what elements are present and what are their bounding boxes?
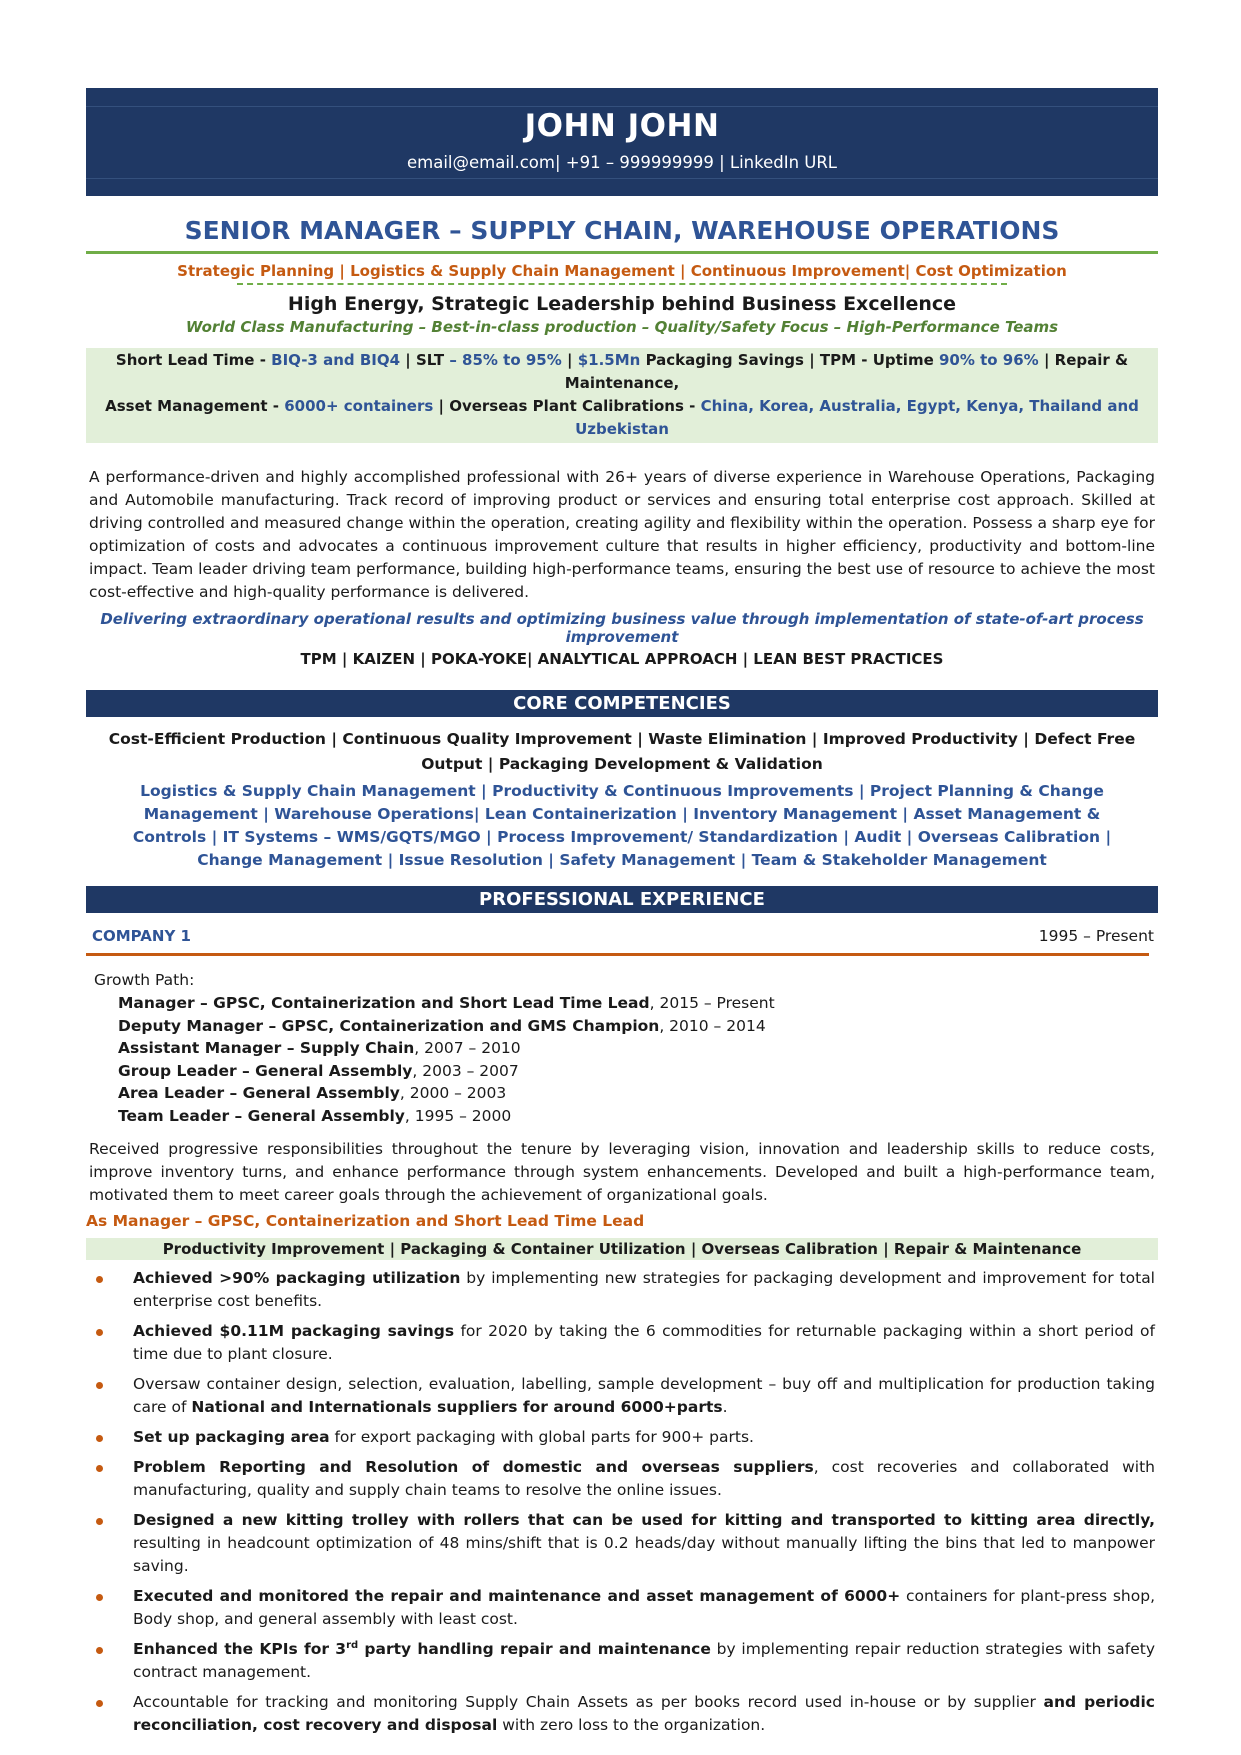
metric-text: | Repair & Maintenance,: [564, 351, 1129, 392]
bullet-icon: [96, 1276, 103, 1283]
bullet-highlight: and periodic reconciliation, cost recovery and disposal: [133, 1693, 1155, 1734]
bullet-text: containers for plant-press shop, Body shop, and general assembly with least cost.: [133, 1587, 1155, 1628]
bullet-icon: [96, 1594, 103, 1601]
resume-page: [86, 88, 1158, 1744]
role-period: , 2007 – 2010: [414, 1039, 521, 1057]
metrics-line-2: [86, 395, 1158, 441]
company-dates: 1995 – Present: [1038, 927, 1154, 945]
metric-text: | Overseas Plant Calibrations -: [433, 397, 701, 415]
key-skills-line: Strategic Planning | Logistics & Supply Chain Management | Continuous Improvement| Cost Optimization: [177, 262, 1067, 280]
ordinal-suffix: rd: [346, 1639, 359, 1651]
bullet-text: Oversaw container design, selection, evaluation, labelling, sample development – buy off and multiplication for production taking care of: [133, 1375, 1155, 1416]
bullet-icon: [96, 1518, 103, 1525]
value-statement: Delivering extraordinary operational results and optimizing business value through implementation of state-of-art process improvement: [100, 610, 1144, 646]
role-title: Area Leader – General Assembly: [118, 1084, 400, 1102]
company-divider: [86, 953, 1149, 956]
list-item: [86, 1426, 1158, 1449]
bullet-highlight: Designed a new kitting trolley with rollers that can be used for kitting and transported to kitting area directly,: [133, 1511, 1155, 1529]
role-subheading: As Manager – GPSC, Containerization and Short Lead Time Lead: [86, 1212, 645, 1230]
list-item: [86, 1691, 1158, 1737]
bullet-text: , cost recoveries and collaborated with manufacturing, quality and supply chain teams to resolve the online issues.: [133, 1458, 1155, 1499]
dashed-divider: [237, 283, 1007, 285]
metric-value: 90% to 96%: [938, 351, 1039, 369]
metrics-line-1: [86, 349, 1158, 395]
tagline: High Energy, Strategic Leadership behind Business Excellence: [287, 293, 957, 315]
company-name: COMPANY 1: [92, 927, 191, 945]
role-title: Group Leader – General Assembly: [118, 1061, 413, 1080]
growth-path: [86, 971, 1158, 1127]
core-competencies-primary: Cost-Efficient Production | Continuous Quality Improvement | Waste Elimination | Improved Productivity | Defect Free Output | Packaging Development & Validation: [108, 730, 1136, 773]
metric-text: Asset Management -: [105, 397, 285, 415]
role-title: Manager – GPSC, Containerization and Short Lead Time Lead: [118, 994, 650, 1012]
bullet-text: Accountable for tracking and monitoring Supply Chain Assets as per books record used in-house or by supplier: [133, 1693, 1044, 1711]
metric-value: China, Korea, Australia, Egypt, Kenya, Thailand and Uzbekistan: [575, 397, 1139, 438]
list-item: [86, 1267, 1158, 1313]
growth-path-list: [86, 992, 1158, 1127]
role-title: Team Leader – General Assembly: [118, 1106, 405, 1125]
bullet-highlight: National and Internationals suppliers for around 6000+parts: [191, 1398, 723, 1416]
sub-tagline: World Class Manufacturing – Best-in-class production – Quality/Safety Focus – High-Performance Teams: [185, 318, 1059, 336]
role-period: , 1995 – 2000: [404, 1106, 512, 1125]
candidate-name: JOHN JOHN: [524, 108, 720, 144]
contact-info: email@email.com| +91 – 999999999 | LinkedIn URL: [406, 153, 837, 172]
bullet-highlight: Executed and monitored the repair and maintenance and asset management of 6000+: [133, 1587, 901, 1605]
key-metrics-banner: [86, 348, 1158, 443]
bullet-highlight: Achieved $0.11M packaging savings: [133, 1322, 455, 1340]
focus-areas-banner: Productivity Improvement | Packaging & Container Utilization | Overseas Calibration | Repair & Maintenance: [86, 1238, 1158, 1260]
bullet-text: with zero loss to the organization.: [497, 1716, 766, 1734]
job-headline: SENIOR MANAGER – SUPPLY CHAIN, WAREHOUSE OPERATIONS: [184, 216, 1060, 245]
list-item: [86, 1509, 1158, 1578]
bullet-icon: [96, 1647, 103, 1654]
professional-summary: A performance-driven and highly accomplished professional with 26+ years of diverse experience in Warehouse Operations, Packaging and Automobile manufacturing. Track record of improving product or services and ensuring total enterprise cost approach. Skilled at driving controlled and measured change within the operation, creating agility and flexibility within the operation. Possess a sharp eye for optimization of costs and advocates a continuous improvement culture that results in higher efficiency, productivity and bottom-line impact. Team leader driving team performance, building high-performance teams, ensuring the best use of resource to achieve the most cost-effective and high-quality performance is delivered.: [89, 468, 1155, 601]
bullet-text: by implementing repair reduction strategies with safety contract management.: [133, 1640, 1155, 1681]
bullet-text: for 2020 by taking the 6 commodities for returnable packaging within a short period of time due to plant closure.: [133, 1322, 1155, 1363]
role-title: Assistant Manager – Supply Chain: [118, 1039, 415, 1057]
professional-experience-heading: PROFESSIONAL EXPERIENCE: [86, 886, 1158, 913]
metric-text: | SLT: [400, 351, 450, 369]
core-competencies-secondary: Logistics & Supply Chain Management | Productivity & Continuous Improvements | Project Planning & Change Management | Warehouse Operations| Lean Containerization | Inventory Management | Asset Management & Controls | IT Systems – WMS/GQTS/MGO | Process Improvement/ Standardization | Audit | Overseas Calibration | Change Management | Issue Resolution | Safety Management | Team & Stakeholder Management: [132, 782, 1112, 869]
resume-header: [86, 88, 1158, 196]
bullet-highlight: Achieved >90% packaging utilization: [133, 1269, 461, 1287]
list-item: [86, 1373, 1158, 1419]
bullet-highlight: Set up packaging area: [133, 1428, 330, 1446]
list-item: [118, 1105, 1158, 1128]
achievements-list: [86, 1267, 1158, 1737]
headline-divider: [86, 251, 1158, 254]
metric-text: |: [561, 351, 578, 369]
bullet-icon: [96, 1382, 103, 1389]
bullet-icon: [96, 1329, 103, 1336]
bullet-highlight: party handling repair and maintenance: [358, 1640, 711, 1658]
list-item: [86, 1585, 1158, 1631]
header-rule-bottom: [86, 178, 1158, 179]
bullet-text: by implementing new strategies for packaging development and improvement for total enterprise cost benefits.: [133, 1269, 1155, 1310]
methodologies-line: TPM | KAIZEN | POKA-YOKE| ANALYTICAL APPROACH | LEAN BEST PRACTICES: [300, 650, 944, 668]
list-item: [86, 1638, 1158, 1684]
metric-value: $1.5Mn: [577, 351, 641, 369]
list-item: [118, 1015, 1158, 1038]
growth-path-label: Growth Path:: [94, 971, 195, 989]
metric-value: BIQ-3 and BIQ4: [271, 351, 401, 369]
role-title: Deputy Manager – GPSC, Containerization and GMS Champion: [118, 1016, 660, 1035]
metric-text: Packaging Savings | TPM - Uptime: [640, 351, 939, 369]
bullet-icon: [96, 1435, 103, 1442]
role-period: , 2010 – 2014: [659, 1016, 766, 1035]
list-item: [118, 992, 1158, 1015]
bullet-highlight: Problem Reporting and Resolution of domestic and overseas suppliers: [133, 1458, 814, 1476]
list-item: [86, 1456, 1158, 1502]
company-row: [86, 927, 1158, 951]
list-item: [118, 1060, 1158, 1083]
role-period: , 2003 – 2007: [412, 1061, 519, 1080]
bullet-icon: [96, 1465, 103, 1472]
metric-text: Short Lead Time -: [115, 351, 272, 369]
bullet-text: resulting in headcount optimization of 48 mins/shift that is 0.2 heads/day without manually lifting the bins that led to manpower saving.: [133, 1534, 1155, 1575]
career-progression-summary: Received progressive responsibilities throughout the tenure by leveraging vision, innovation and leadership skills to reduce costs, improve inventory turns, and enhance performance through system enhancements. Developed and built a high-performance team, motivated them to meet career goals through the achievement of organizational goals.: [89, 1140, 1155, 1204]
list-item: [118, 1082, 1158, 1105]
list-item: [86, 1320, 1158, 1366]
header-rule-top: [86, 106, 1158, 107]
bullet-text: .: [722, 1398, 728, 1416]
core-competencies-heading: CORE COMPETENCIES: [86, 690, 1158, 717]
metric-value: 6000+ containers: [284, 397, 434, 415]
bullet-icon: [96, 1700, 103, 1707]
bullet-text: for export packaging with global parts for 900+ parts.: [329, 1428, 754, 1446]
role-period: , 2000 – 2003: [399, 1084, 507, 1102]
list-item: [118, 1037, 1158, 1060]
bullet-highlight: Enhanced the KPIs for 3: [133, 1640, 347, 1658]
role-period: , 2015 – Present: [649, 994, 775, 1012]
metric-value: – 85% to 95%: [449, 351, 562, 369]
